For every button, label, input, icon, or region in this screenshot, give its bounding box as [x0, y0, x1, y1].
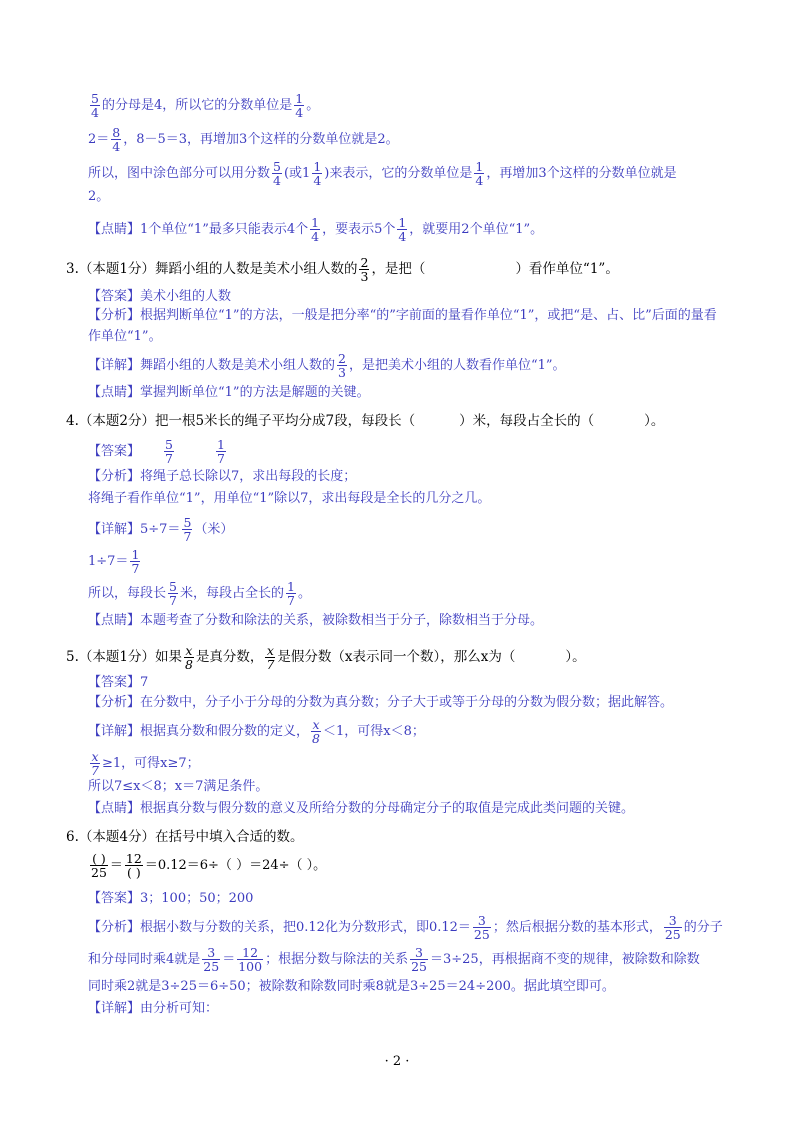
answer: 【答案】7: [88, 675, 149, 690]
analysis: 作单位“1”。: [88, 329, 162, 344]
fraction: $\frac{1}{4}$: [313, 159, 322, 188]
explanation: 【详解】5÷7＝ $\frac{5}{7}$ （米）: [88, 515, 234, 544]
fraction: $\frac{12}{( )}$: [125, 851, 142, 880]
fraction: $\frac{1}{4}$: [295, 91, 304, 120]
fraction: $\frac{3}{25}$: [664, 913, 681, 942]
text-line: 2＝ $\frac{8}{4}$ ，8－5＝3，再增加3个这样的分数单位就是2。: [88, 125, 399, 154]
text-line: 所以，每段长 $\frac{5}{7}$ 米，每段占全长的 $\frac{1}{7}$ 。: [88, 579, 311, 608]
question-4: 4.（本题2分）把一根5米长的绳子平均分成7段，每段长（ ）米，每段占全长的（ ）。: [66, 413, 665, 429]
fraction: $\frac{12}{100}$: [238, 945, 263, 974]
fraction: $\frac{1}{4}$: [311, 215, 320, 244]
fraction: $\frac{8}{4}$: [112, 125, 121, 154]
fraction: $\frac{5}{7}$: [165, 437, 173, 466]
question-3: 3.（本题1分）舞蹈小组的人数是美术小组人数的 $\frac{2}{3}$ ，是把（ ）看作单位“1”。: [66, 255, 619, 284]
fraction: $\frac{1}{4}$: [398, 215, 407, 244]
fraction: $\frac{x}{8}$: [312, 717, 320, 746]
fraction: $\frac{x}{7}$: [266, 643, 275, 672]
fraction: $\frac{3}{25}$: [411, 945, 427, 974]
analysis: 【分析】根据判断单位“1”的方法，一般是把分率“的”字前面的量看作单位“1”，或把“是、占、比”后面的量看: [88, 308, 717, 323]
fraction: $\frac{5}{7}$: [169, 579, 177, 608]
answer: 【答案】美术小组的人数: [88, 289, 232, 304]
text-line: 所以，图中涂色部分可以用分数 $\frac{5}{4}$ (或1 $\frac{1}{4}$ )来表示，它的分数单位是 $\frac{1}{4}$ ，再增加3个这样的分数单位就是: [88, 159, 677, 188]
answer: 【答案】3；100；50；200: [88, 891, 254, 906]
analysis: 将绳子看作单位“1”，用单位“1”除以7，求出每段是全长的几分之几。: [88, 491, 491, 506]
question-5: 5.（本题1分）如果 $\frac{x}{8}$ 是真分数， $\frac{x}{7}$ 是假分数（x表示同一个数），那么x为（ ）。: [66, 643, 586, 672]
text-line: 【点睛】1个单位“1”最多只能表示4个 $\frac{1}{4}$ ，要表示5个 $\frac{1}{4}$ ，就要用2个单位“1”。: [88, 215, 544, 244]
fraction: $\frac{x}{7}$: [91, 749, 99, 778]
fraction: $\frac{2}{3}$: [338, 351, 346, 380]
text-line: 所以7≤x＜8；x＝7满足条件。: [88, 779, 269, 794]
fraction: $\frac{( )}{25}$: [91, 851, 107, 880]
answer: 【答案】 $\frac{5}{7}$ $\frac{1}{7}$: [88, 437, 225, 466]
analysis: 【分析】在分数中，分子小于分母的分数为真分数；分子大于或等于分母的分数为假分数；据此解答。: [88, 695, 674, 710]
text-line: $\frac{5}{4}$ 的分母是4，所以它的分数单位是 $\frac{1}{4}$ 。: [91, 91, 320, 120]
key-point: 【点睛】掌握判断单位“1”的方法是解题的关键。: [88, 385, 370, 400]
analysis: 【分析】将绳子总长除以7，求出每段的长度；: [88, 469, 357, 484]
fraction: $\frac{3}{25}$: [203, 945, 220, 974]
text-line: $\frac{x}{7}$ ≥1，可得x≥7；: [91, 749, 200, 778]
analysis: 同时乘2就是3÷25＝6÷50；被除数和除数同时乘8就是3÷25＝24÷200。据此填空即可。: [88, 979, 615, 994]
text-line: 2。: [88, 189, 110, 204]
key-point: 【点睛】根据真分数与假分数的意义及所给分数的分母确定分子的取值是完成此类问题的关键。: [88, 801, 635, 816]
fraction: $\frac{3}{25}$: [473, 913, 490, 942]
fraction: $\frac{5}{4}$: [273, 159, 281, 188]
explanation: 【详解】由分析可知：: [88, 1001, 219, 1016]
fraction: $\frac{5}{7}$: [183, 515, 192, 544]
explanation: 【详解】舞蹈小组的人数是美术小组人数的 $\frac{2}{3}$ ，是把美术小组的人数看作单位“1”。: [88, 351, 566, 380]
key-point: 【点睛】本题考查了分数和除法的关系，被除数相当于分子，除数相当于分母。: [88, 613, 544, 628]
fraction: $\frac{1}{4}$: [475, 159, 484, 188]
fraction: $\frac{x}{8}$: [184, 643, 193, 672]
page-number: · 2 ·: [384, 1054, 410, 1069]
text-line: 1÷7＝ $\frac{1}{7}$: [88, 547, 140, 576]
fraction: $\frac{5}{4}$: [91, 91, 99, 120]
analysis: 和分母同时乘4就是 $\frac{3}{25}$ ＝ $\frac{12}{100}$ ；根据分数与除法的关系 $\frac{3}{25}$ ＝3÷25，再根据商不变的规律，被除数和除数: [88, 945, 700, 974]
question-6: 6.（本题4分）在括号中填入合适的数。: [66, 829, 304, 845]
equation: $\frac{( )}{25}$ ＝ $\frac{12}{( )}$ ＝0.12＝6÷（ ）＝24÷（ ）。: [91, 851, 327, 880]
fraction: $\frac{1}{7}$: [216, 437, 225, 466]
fraction: $\frac{1}{7}$: [286, 579, 295, 608]
fraction: $\frac{1}{7}$: [131, 547, 140, 576]
fraction: $\frac{2}{3}$: [360, 255, 369, 284]
explanation: 【详解】根据真分数和假分数的定义， $\frac{x}{8}$ ＜1，可得x＜8；: [88, 717, 425, 746]
analysis: 【分析】根据小数与分数的关系，把0.12化为分数形式，即0.12＝ $\frac{3}{25}$ ；然后根据分数的基本形式， $\frac{3}{25}$ 的分子: [88, 913, 723, 942]
